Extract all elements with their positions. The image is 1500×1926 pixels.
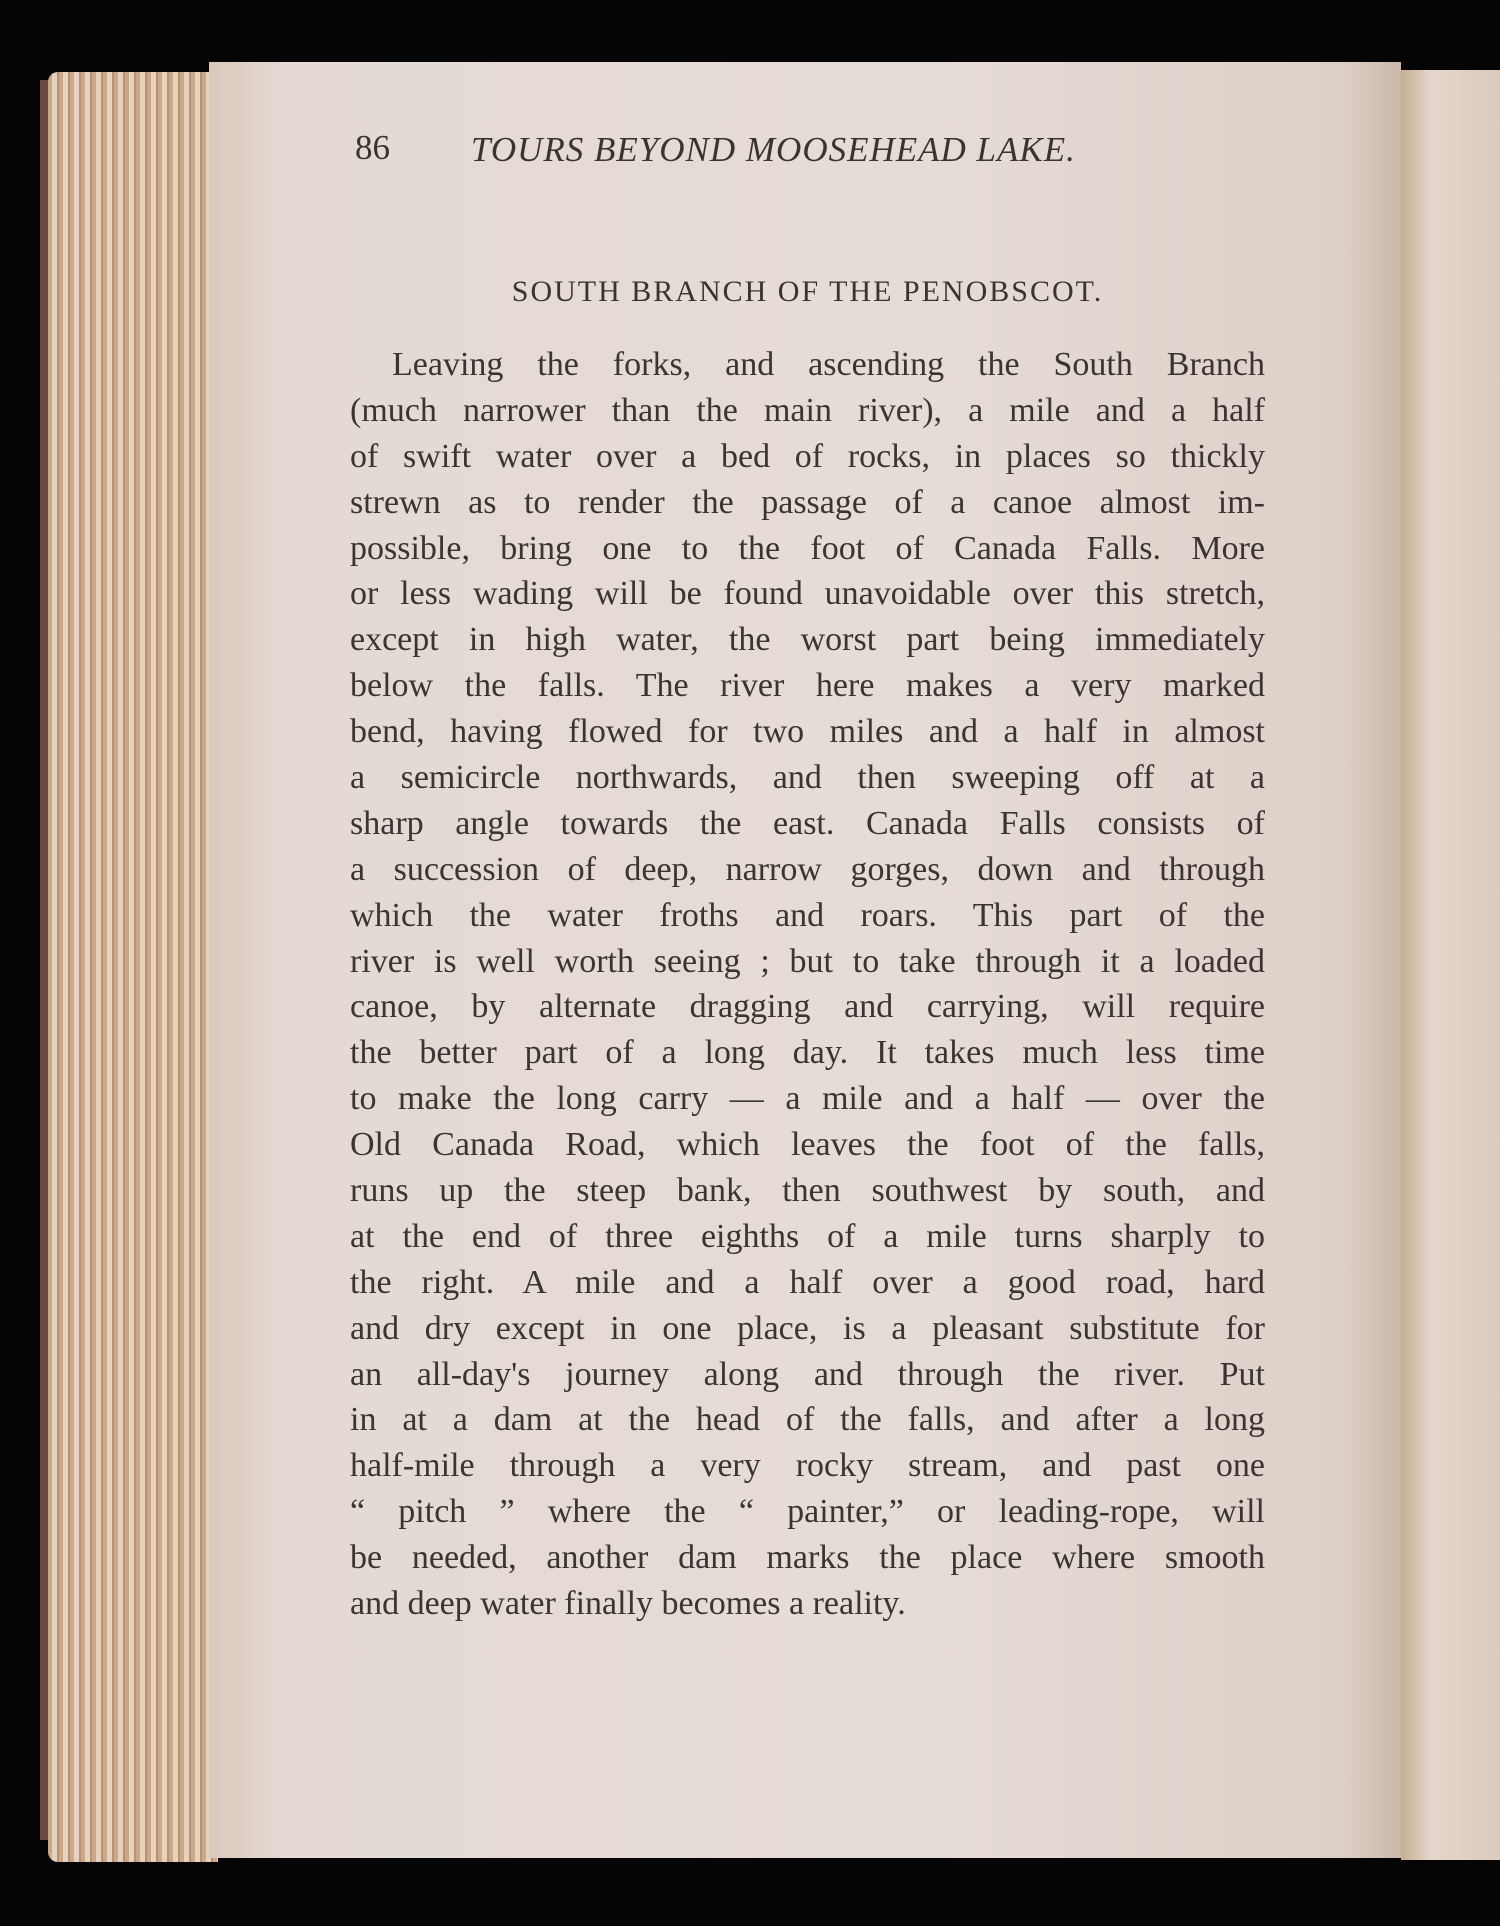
text-line: (much narrower than the main river), a mile and a half (350, 391, 1265, 429)
text-line: below the falls. The river here makes a very marked (350, 667, 1265, 705)
body-text (350, 342, 1265, 1627)
text-line: the right. A mile and a half over a good road, hard (350, 1263, 1265, 1301)
text-line: strewn as to render the passage of a canoe almost im- (350, 483, 1265, 521)
text-line: at the end of three eighths of a mile turns sharply to (350, 1217, 1265, 1255)
text-line: an all-day's journey along and through the river. Put (350, 1355, 1265, 1393)
text-line: to make the long carry — a mile and a half — over the (350, 1080, 1265, 1118)
text-line: except in high water, the worst part being immediately (350, 621, 1265, 659)
facing-page (1401, 70, 1500, 1860)
running-title: TOURS BEYOND MOOSEHEAD LAKE. (471, 130, 1076, 169)
section-heading: SOUTH BRANCH OF THE PENOBSCOT. (511, 275, 1104, 308)
text-line: half-mile through a very rocky stream, and past one (350, 1447, 1265, 1485)
text-line: river is well worth seeing ; but to take through it a loaded (350, 942, 1265, 980)
text-line: be needed, another dam marks the place where smooth (350, 1539, 1265, 1577)
text-line: bend, having flowed for two miles and a half in almost (350, 713, 1265, 751)
text-line: which the water froths and roars. This part of the (350, 896, 1265, 934)
text-line: and dry except in one place, is a pleasant substitute for (350, 1309, 1265, 1347)
text-line: canoe, by alternate dragging and carrying, will require (350, 988, 1265, 1026)
page-number: 86 (355, 128, 390, 167)
text-line: or less wading will be found unavoidable over this stretch, (350, 575, 1265, 613)
text-line: Leaving the forks, and ascending the South Branch (392, 346, 1265, 383)
text-line: “ pitch ” where the “ painter,” or leading-rope, will (350, 1493, 1265, 1531)
text-line: of swift water over a bed of rocks, in places so thickly (350, 437, 1265, 475)
text-line: Old Canada Road, which leaves the foot of the falls, (350, 1126, 1265, 1164)
text-line: a semicircle northwards, and then sweeping off at a (350, 759, 1265, 797)
text-line: a succession of deep, narrow gorges, down and through (350, 850, 1265, 888)
page-edges (48, 72, 218, 1862)
text-line: in at a dam at the head of the falls, and after a long (350, 1401, 1265, 1439)
text-line: sharp angle towards the east. Canada Falls consists of (350, 804, 1265, 842)
text-line: possible, bring one to the foot of Canada Falls. More (350, 529, 1265, 567)
text-line: runs up the steep bank, then southwest by south, and (350, 1172, 1265, 1210)
text-line: and deep water finally becomes a reality. (350, 1585, 906, 1623)
text-line: the better part of a long day. It takes much less time (350, 1034, 1265, 1072)
